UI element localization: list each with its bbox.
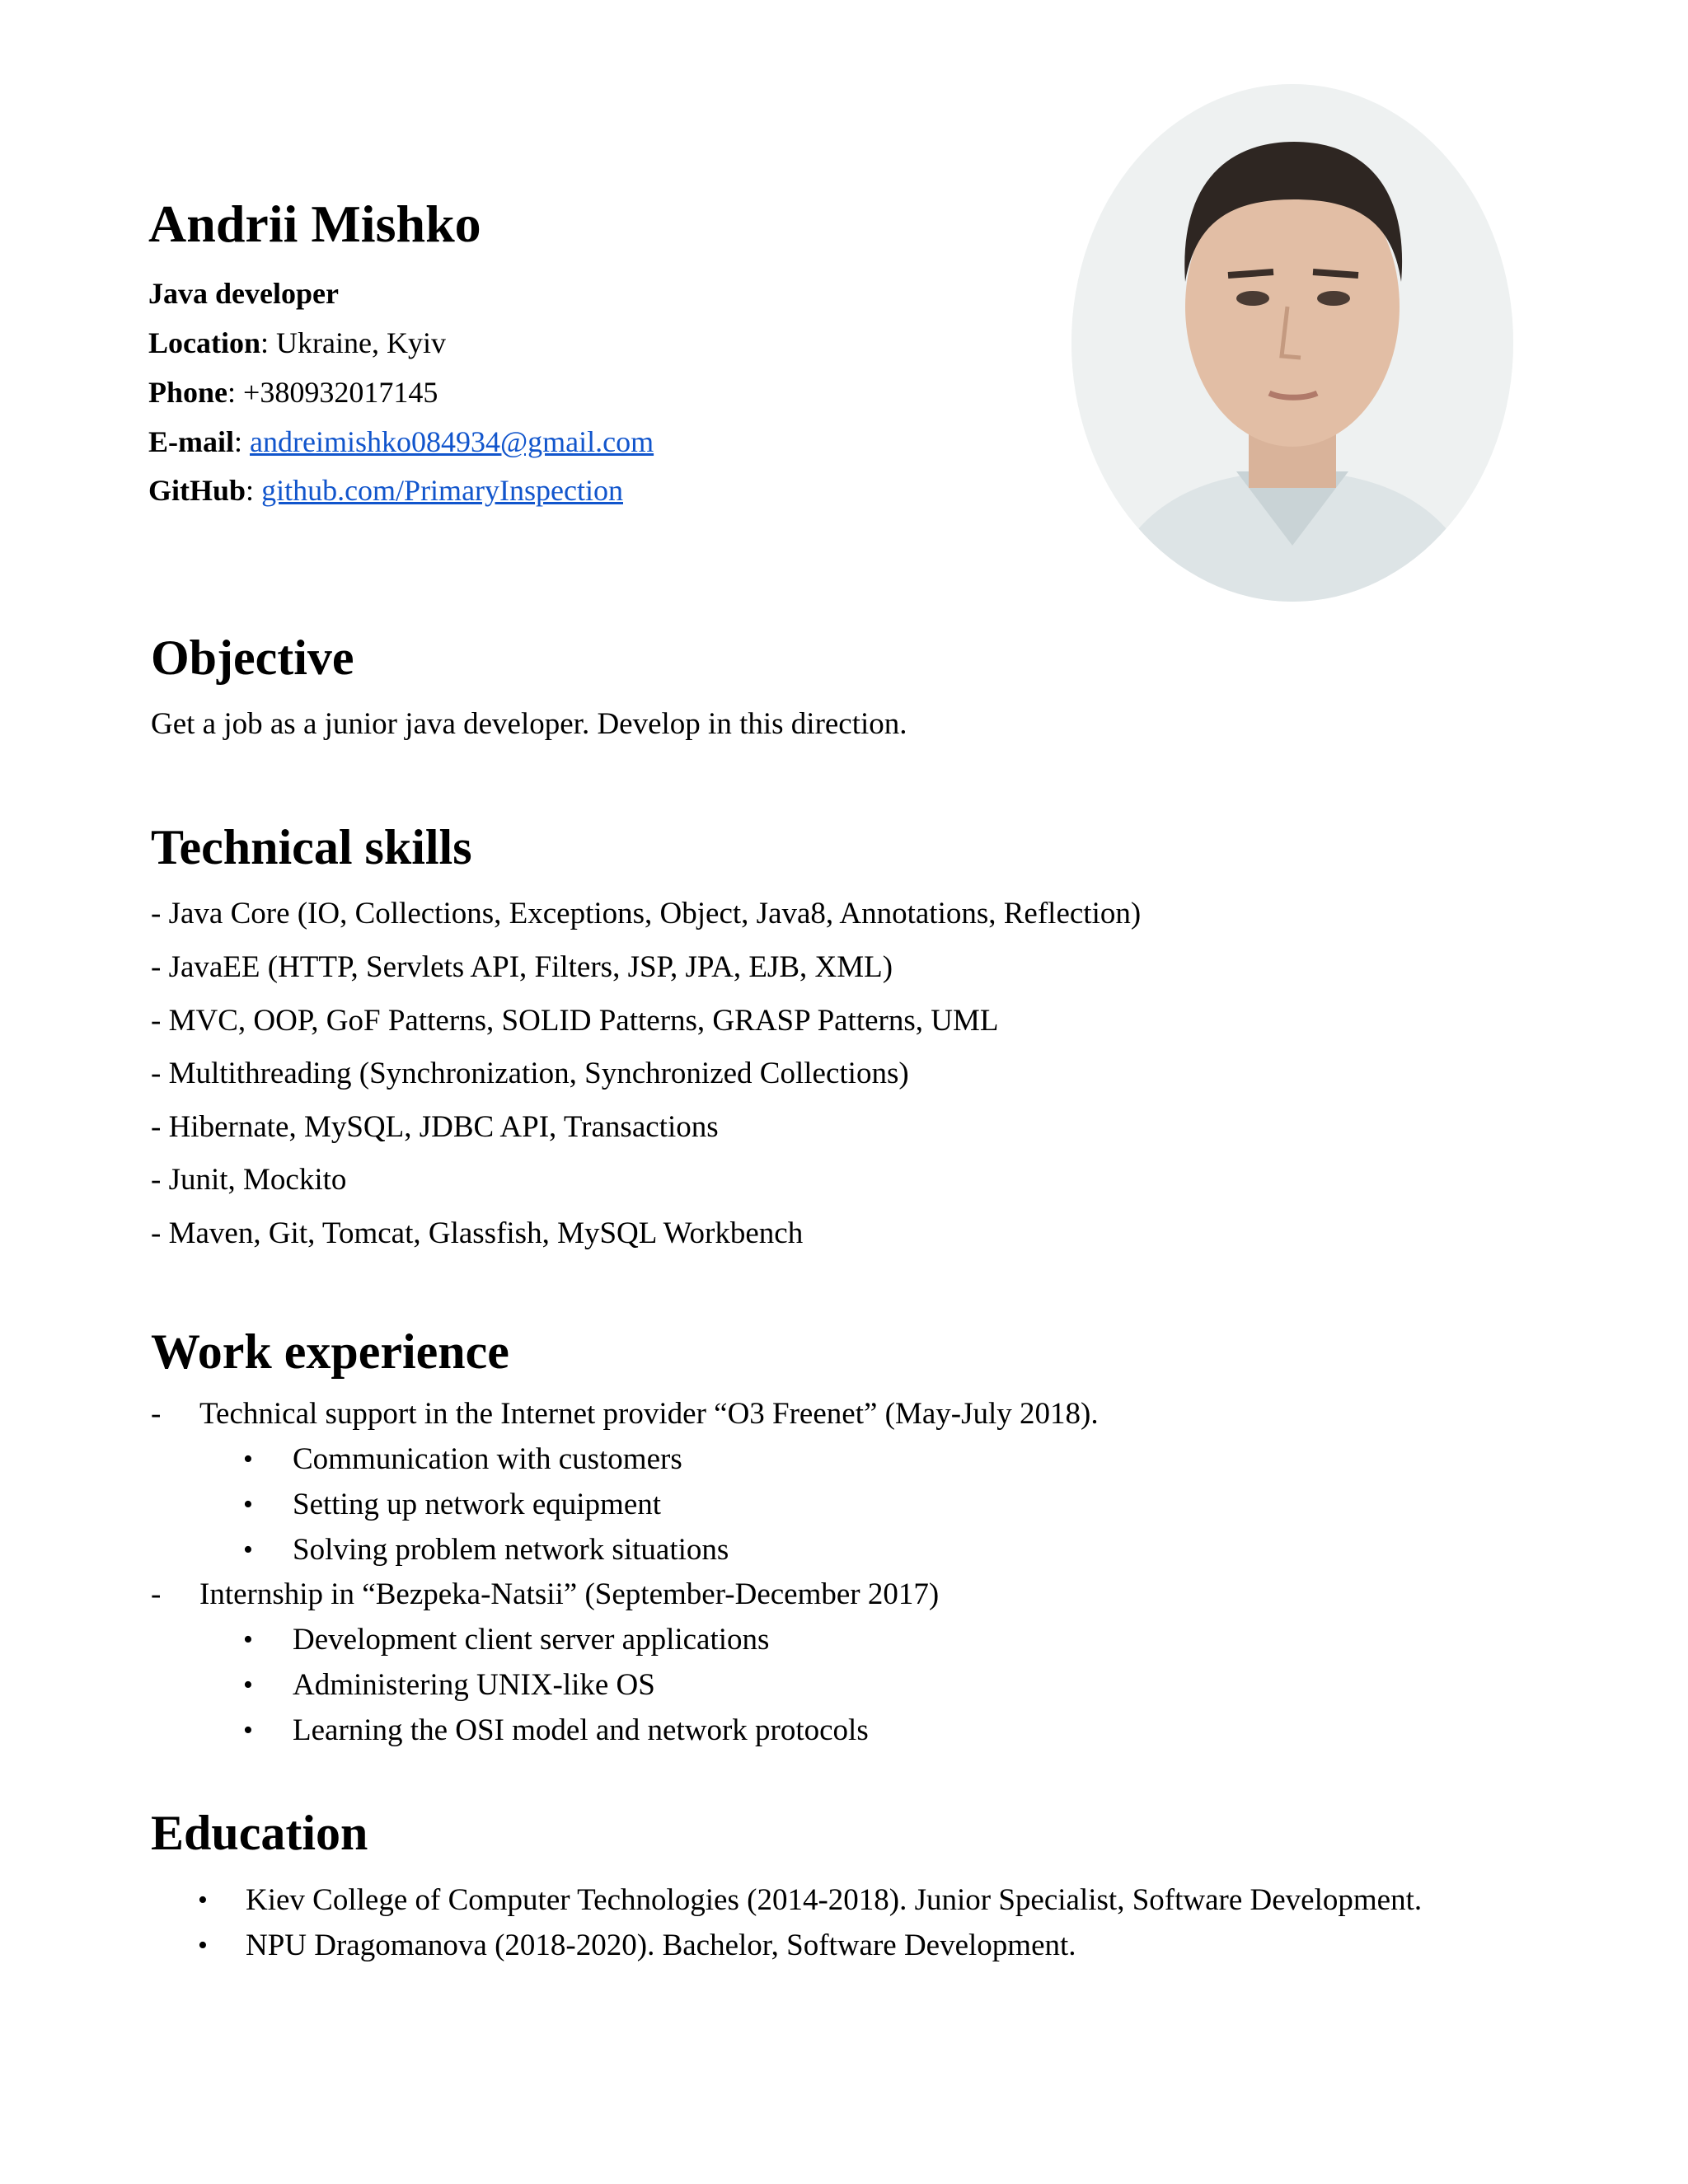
work-heading: Work experience (151, 1324, 509, 1379)
education-heading: Education (151, 1806, 368, 1860)
location-separator: : (260, 326, 277, 359)
education-item: NPU Dragomanova (2018-2020). Bachelor, Software Development. (246, 1929, 1076, 1962)
email-label: E-mail (148, 425, 234, 458)
job-task: Setting up network equipment (293, 1488, 662, 1521)
skill-item: - Maven, Git, Tomcat, Glassfish, MySQL Workbench (151, 1216, 804, 1250)
phone-value: +380932017145 (243, 376, 438, 409)
profile-photo-portrait (1071, 84, 1513, 602)
education-item: Kiev College of Computer Technologies (2014-2018). Junior Specialist, Software Development. (246, 1883, 1423, 1917)
email-separator: : (234, 425, 251, 458)
job-task: Learning the OSI model and network protocols (293, 1713, 869, 1747)
bullet-icon: • (243, 1535, 253, 1565)
github-link[interactable]: github.com/PrimaryInspection (261, 474, 623, 507)
skill-item: - MVC, OOP, GoF Patterns, SOLID Patterns, GRASP Patterns, UML (151, 1004, 999, 1038)
location-row (148, 328, 446, 358)
phone-row (148, 377, 438, 407)
skill-item: - Java Core (IO, Collections, Exceptions, Object, Java8, Annotations, Reflection) (151, 897, 1142, 930)
phone-separator: : (227, 376, 244, 409)
bullet-icon: • (243, 1670, 253, 1700)
objective-text: Get a job as a junior java developer. Develop in this direction. (151, 707, 907, 741)
bullet-icon: • (243, 1624, 253, 1655)
job-title-text: Java developer (148, 277, 339, 310)
job-dash: - (151, 1397, 162, 1431)
job-task: Development client server applications (293, 1623, 770, 1657)
job-title (148, 279, 339, 308)
job-title-line: Technical support in the Internet provider “O3 Freenet” (May-July 2018). (199, 1397, 1099, 1431)
github-separator: : (246, 474, 262, 507)
email-link[interactable]: andreimishko084934@gmail.com (250, 425, 654, 458)
job-task: Communication with customers (293, 1442, 682, 1476)
location-label: Location (148, 326, 261, 359)
skills-heading: Technical skills (151, 820, 472, 874)
bullet-icon: • (243, 1444, 253, 1474)
github-row (148, 476, 623, 505)
profile-photo (1071, 84, 1513, 602)
skill-item: - Junit, Mockito (151, 1163, 347, 1197)
job-task: Administering UNIX-like OS (293, 1668, 655, 1702)
skill-item: - Multithreading (Synchronization, Synchronized Collections) (151, 1057, 909, 1090)
job-task: Solving problem network situations (293, 1533, 729, 1567)
skill-item: - Hibernate, MySQL, JDBC API, Transactions (151, 1110, 719, 1144)
candidate-name: Andrii Mishko (148, 194, 481, 253)
bullet-icon: • (243, 1715, 253, 1746)
objective-heading: Objective (151, 630, 354, 685)
bullet-icon: • (243, 1489, 253, 1520)
skill-item: - JavaEE (HTTP, Servlets API, Filters, JSP, JPA, EJB, XML) (151, 950, 893, 984)
github-label: GitHub (148, 474, 246, 507)
phone-label: Phone (148, 376, 228, 409)
bullet-icon: • (198, 1885, 208, 1915)
location-value: Ukraine, Kyiv (276, 326, 446, 359)
job-title-line: Internship in “Bezpeka-Natsii” (September-December 2017) (199, 1577, 940, 1611)
bullet-icon: • (198, 1930, 208, 1961)
email-row (148, 427, 654, 457)
job-dash: - (151, 1577, 162, 1611)
